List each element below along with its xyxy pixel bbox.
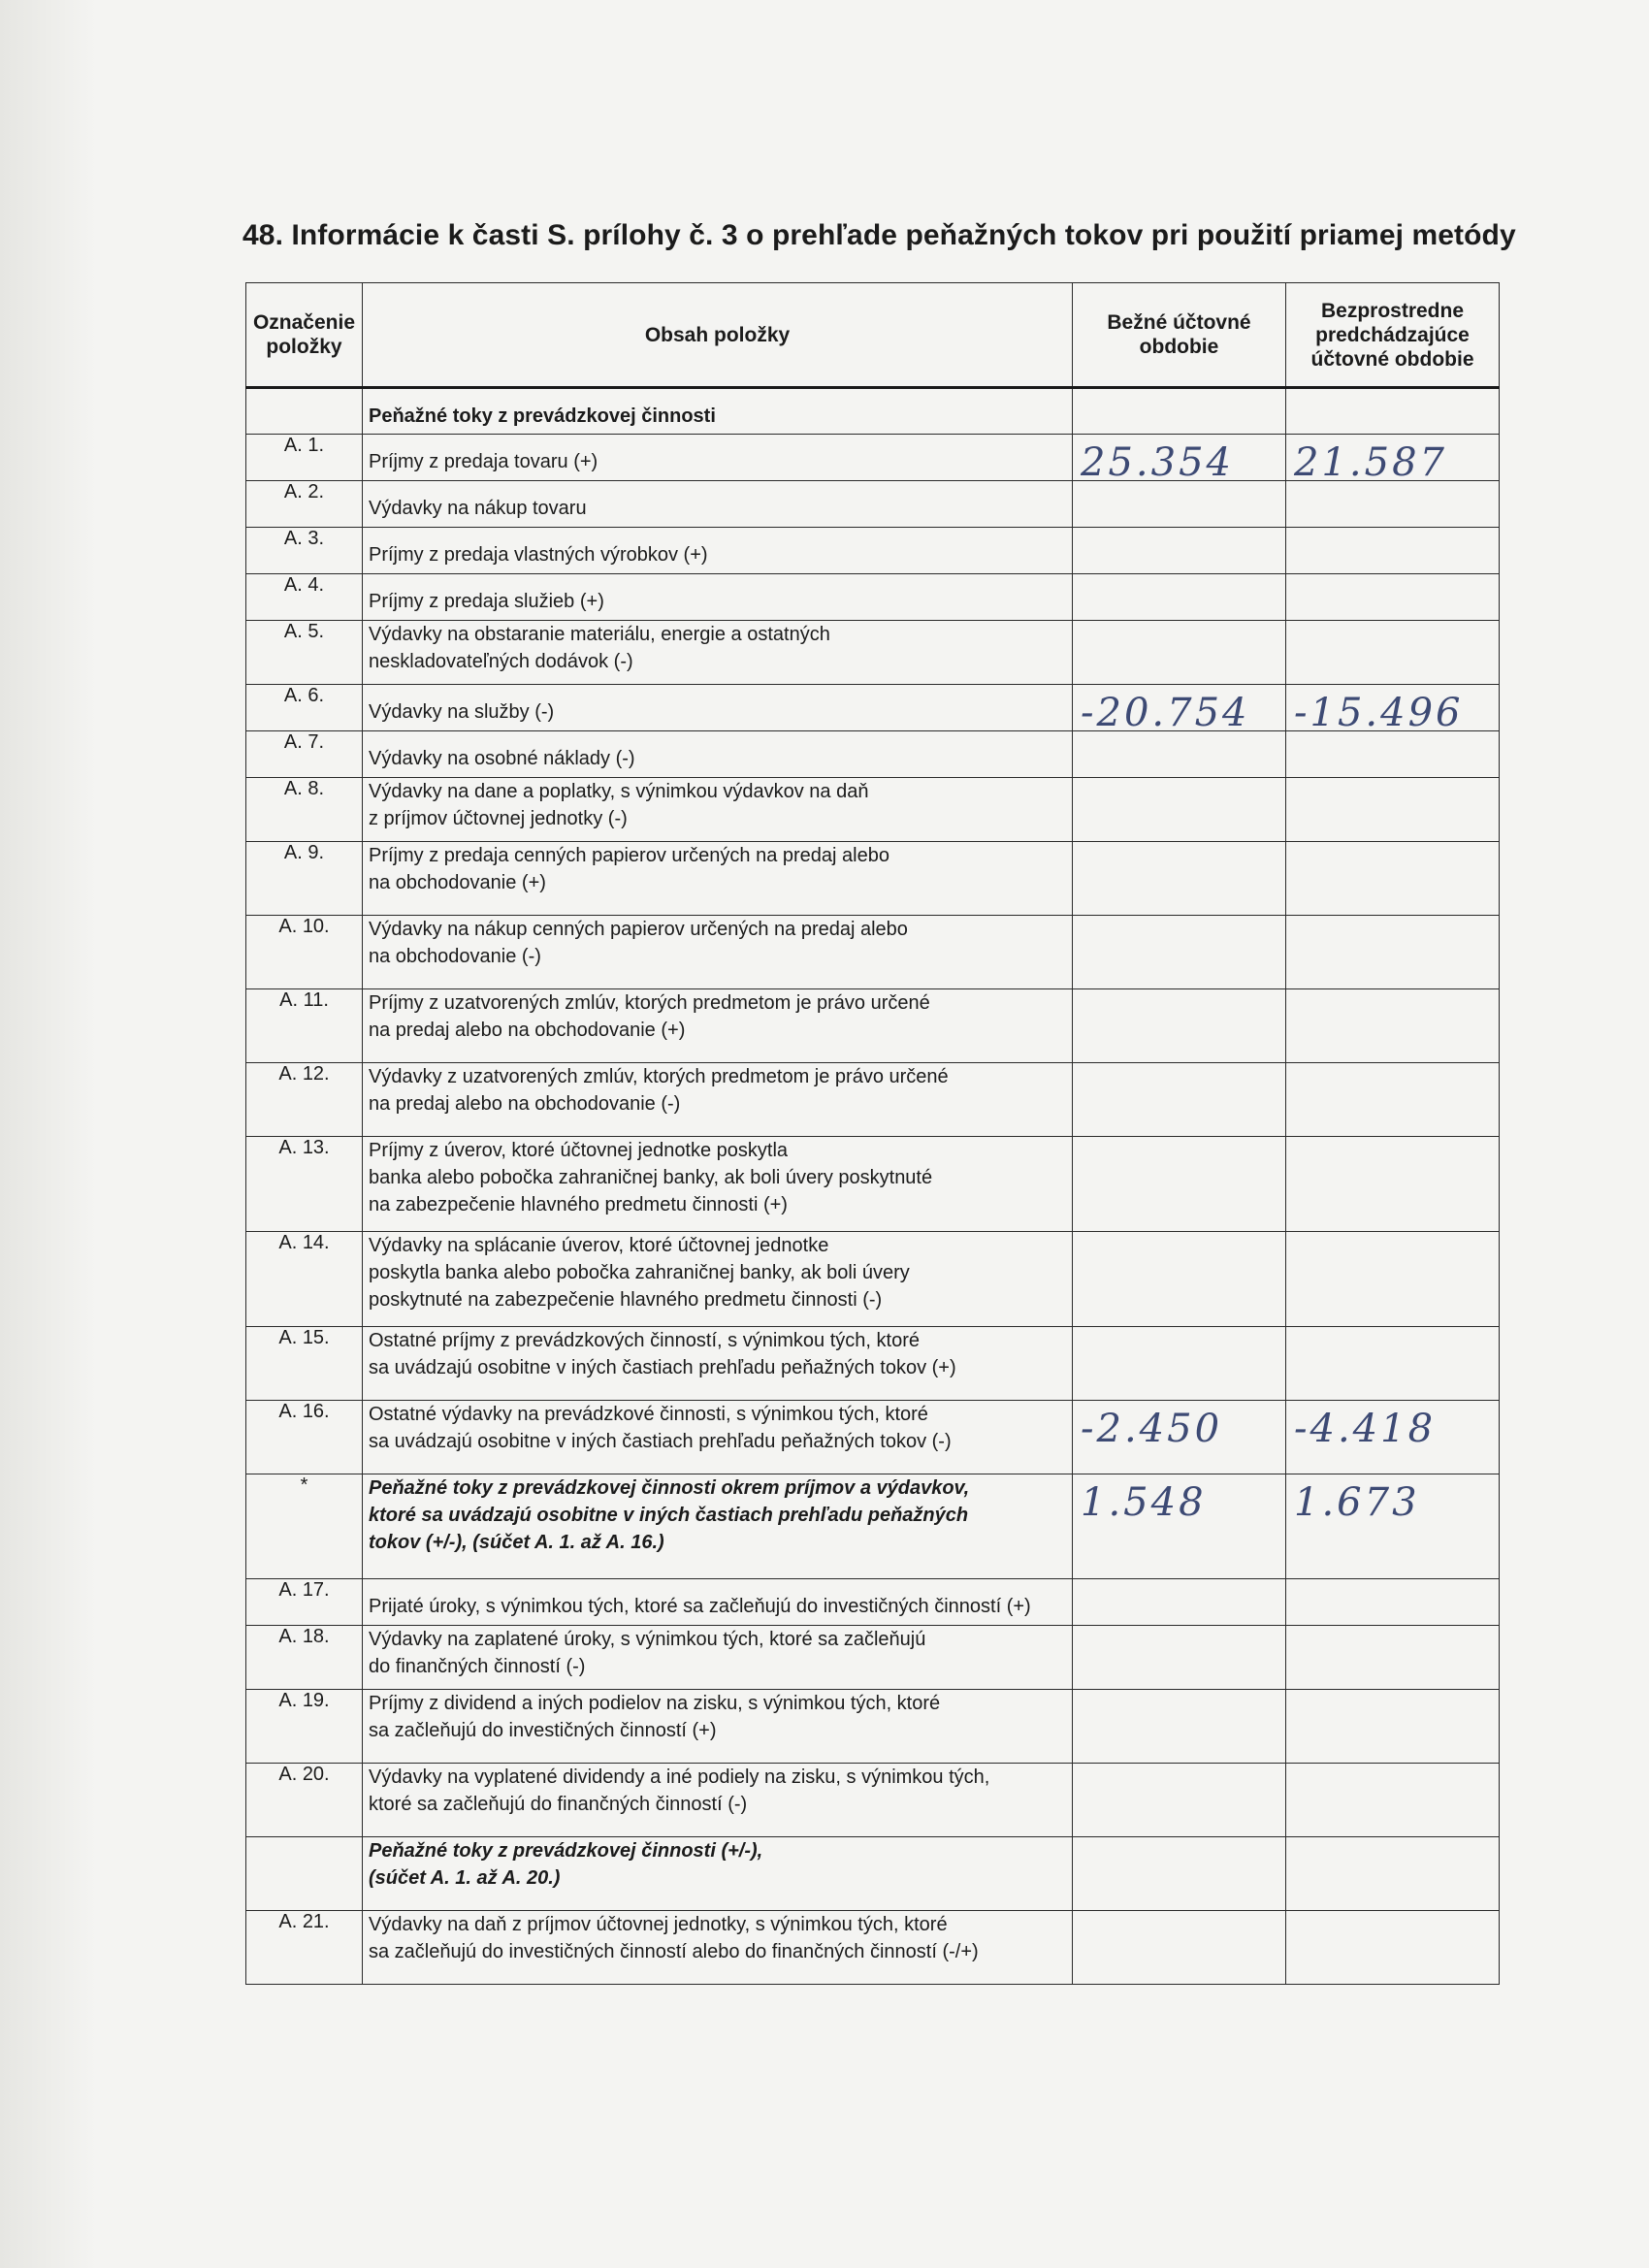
handwritten-previous-value: -4.418 <box>1294 1407 1437 1451</box>
row-code: A. 21. <box>246 1911 363 1985</box>
row-code: A. 9. <box>246 842 363 916</box>
row-description: Výdavky z uzatvorených zmlúv, ktorých predmetom je právo určené na predaj alebo na obchodovanie (-) <box>363 1063 1073 1137</box>
previous-cell <box>1286 621 1500 685</box>
previous-cell <box>1286 842 1500 916</box>
current-cell <box>1073 481 1286 528</box>
previous-cell <box>1286 1626 1500 1690</box>
section-title: Peňažné toky z prevádzkovej činnosti <box>363 388 1073 435</box>
previous-cell <box>1286 481 1500 528</box>
table-row <box>246 778 1500 842</box>
current-cell <box>1073 1063 1286 1137</box>
table-row <box>246 621 1500 685</box>
handwritten-previous-value: 1.673 <box>1294 1480 1420 1525</box>
table-row <box>246 842 1500 916</box>
row-description: Výdavky na dane a poplatky, s výnimkou výdavkov na daň z príjmov účtovnej jednotky (-) <box>363 778 1073 842</box>
handwritten-current-value: -2.450 <box>1081 1407 1223 1451</box>
table-row <box>246 1063 1500 1137</box>
table-row <box>246 731 1500 778</box>
table-row <box>246 528 1500 574</box>
row-description: Príjmy z úverov, ktoré účtovnej jednotke poskytla banka alebo pobočka zahraničnej banky, ak boli úvery poskytnuté na zabezpečenie hlavného predmetu činnosti (+) <box>363 1137 1073 1232</box>
row-description: Výdavky na daň z príjmov účtovnej jednotky, s výnimkou tých, ktoré sa začleňujú do investičných činností alebo do finančných činností (-/+) <box>363 1911 1073 1985</box>
current-cell <box>1073 1232 1286 1327</box>
previous-cell <box>1286 1911 1500 1985</box>
previous-cell <box>1286 685 1500 731</box>
current-cell <box>1073 621 1286 685</box>
previous-cell <box>1286 1764 1500 1837</box>
handwritten-current-value: -20.754 <box>1081 691 1250 731</box>
row-description: Výdavky na vyplatené dividendy a iné podiely na zisku, s výnimkou tých, ktoré sa začleňujú do finančných činností (-) <box>363 1764 1073 1837</box>
section-row <box>246 388 1500 435</box>
current-cell <box>1073 778 1286 842</box>
current-cell <box>1073 1911 1286 1985</box>
table-row <box>246 1690 1500 1764</box>
table-row <box>246 574 1500 621</box>
table-row <box>246 1911 1500 1985</box>
previous-cell <box>1286 1837 1500 1911</box>
previous-cell <box>1286 1063 1500 1137</box>
row-code: A. 3. <box>246 528 363 574</box>
table-row <box>246 1232 1500 1327</box>
row-description: Výdavky na obstaranie materiálu, energie a ostatných neskladovateľných dodávok (-) <box>363 621 1073 685</box>
row-description: Výdavky na splácanie úverov, ktoré účtovnej jednotke poskytla banka alebo pobočka zahraničnej banky, ak boli úvery poskytnuté na zabezpečenie hlavného predmetu činnosti (-) <box>363 1232 1073 1327</box>
row-description: Výdavky na osobné náklady (-) <box>363 731 1073 778</box>
row-description: Výdavky na nákup tovaru <box>363 481 1073 528</box>
current-cell <box>1073 435 1286 481</box>
previous-cell <box>1286 731 1500 778</box>
previous-cell <box>1286 1232 1500 1327</box>
row-code <box>246 1837 363 1911</box>
row-code: A. 10. <box>246 916 363 989</box>
table-row <box>246 1626 1500 1690</box>
table-header-row <box>246 283 1500 388</box>
previous-cell <box>1286 778 1500 842</box>
table-row <box>246 1401 1500 1474</box>
row-code: A. 14. <box>246 1232 363 1327</box>
row-description: Výdavky na zaplatené úroky, s výnimkou tých, ktoré sa začleňujú do finančných činností (-) <box>363 1626 1073 1690</box>
row-description: Prijaté úroky, s výnimkou tých, ktoré sa začleňujú do investičných činností (+) <box>363 1579 1073 1626</box>
previous-cell <box>1286 1327 1500 1401</box>
row-description: Ostatné príjmy z prevádzkových činností, s výnimkou tých, ktoré sa uvádzajú osobitne v iných častiach prehľadu peňažných tokov (+) <box>363 1327 1073 1401</box>
current-cell <box>1073 1837 1286 1911</box>
previous-cell <box>1286 1690 1500 1764</box>
row-code: A. 6. <box>246 685 363 731</box>
handwritten-previous-value: 21.587 <box>1294 440 1447 481</box>
previous-cell <box>1286 435 1500 481</box>
current-cell <box>1073 1626 1286 1690</box>
table-row <box>246 1764 1500 1837</box>
row-description: Peňažné toky z prevádzkovej činnosti (+/-), (súčet A. 1. až A. 20.) <box>363 1837 1073 1911</box>
previous-cell <box>1286 916 1500 989</box>
table-row <box>246 1327 1500 1401</box>
row-description: Príjmy z predaja tovaru (+) <box>363 435 1073 481</box>
previous-cell <box>1286 989 1500 1063</box>
current-cell <box>1073 528 1286 574</box>
row-description: Ostatné výdavky na prevádzkové činnosti, s výnimkou tých, ktoré sa uvádzajú osobitne v iných častiach prehľadu peňažných tokov (-) <box>363 1401 1073 1474</box>
page-title: 48. Informácie k časti S. prílohy č. 3 o prehľade peňažných tokov pri použití priamej metódy <box>242 219 1516 251</box>
table-row <box>246 1474 1500 1579</box>
header-desc: Obsah položky <box>363 283 1073 388</box>
row-code: A. 11. <box>246 989 363 1063</box>
row-code: A. 1. <box>246 435 363 481</box>
row-description: Výdavky na nákup cenných papierov určených na predaj alebo na obchodovanie (-) <box>363 916 1073 989</box>
row-code: A. 8. <box>246 778 363 842</box>
current-cell <box>1073 1579 1286 1626</box>
row-description: Výdavky na služby (-) <box>363 685 1073 731</box>
current-cell <box>1073 574 1286 621</box>
row-description: Príjmy z dividend a iných podielov na zisku, s výnimkou tých, ktoré sa začleňujú do investičných činností (+) <box>363 1690 1073 1764</box>
table-row <box>246 685 1500 731</box>
current-cell <box>1073 1401 1286 1474</box>
previous-cell <box>1286 1401 1500 1474</box>
current-cell <box>1073 1137 1286 1232</box>
row-description: Príjmy z uzatvorených zmlúv, ktorých predmetom je právo určené na predaj alebo na obchodovanie (+) <box>363 989 1073 1063</box>
section-current <box>1073 388 1286 435</box>
current-cell <box>1073 1474 1286 1579</box>
header-current: Bežné účtovné obdobie <box>1073 283 1286 388</box>
row-code: A. 18. <box>246 1626 363 1690</box>
section-code <box>246 388 363 435</box>
row-code: A. 19. <box>246 1690 363 1764</box>
table-row <box>246 1137 1500 1232</box>
row-code: A. 15. <box>246 1327 363 1401</box>
row-code: A. 16. <box>246 1401 363 1474</box>
header-code: Označenie položky <box>246 283 363 388</box>
table-row <box>246 1579 1500 1626</box>
previous-cell <box>1286 1474 1500 1579</box>
handwritten-current-value: 1.548 <box>1081 1480 1207 1525</box>
current-cell <box>1073 731 1286 778</box>
handwritten-previous-value: -15.496 <box>1294 691 1464 731</box>
previous-cell <box>1286 528 1500 574</box>
current-cell <box>1073 916 1286 989</box>
row-code: A. 12. <box>246 1063 363 1137</box>
row-description: Príjmy z predaja cenných papierov určených na predaj alebo na obchodovanie (+) <box>363 842 1073 916</box>
row-code: A. 2. <box>246 481 363 528</box>
table-row <box>246 481 1500 528</box>
header-previous: Bezprostredne predchádzajúce účtovné obdobie <box>1286 283 1500 388</box>
row-description: Príjmy z predaja služieb (+) <box>363 574 1073 621</box>
previous-cell <box>1286 1137 1500 1232</box>
row-description: Príjmy z predaja vlastných výrobkov (+) <box>363 528 1073 574</box>
previous-cell <box>1286 1579 1500 1626</box>
previous-cell <box>1286 574 1500 621</box>
row-code: A. 5. <box>246 621 363 685</box>
current-cell <box>1073 989 1286 1063</box>
section-previous <box>1286 388 1500 435</box>
current-cell <box>1073 1327 1286 1401</box>
row-code: * <box>246 1474 363 1579</box>
row-code: A. 13. <box>246 1137 363 1232</box>
row-code: A. 7. <box>246 731 363 778</box>
row-code: A. 4. <box>246 574 363 621</box>
current-cell <box>1073 842 1286 916</box>
cash-flow-table <box>245 282 1500 1985</box>
table-row <box>246 435 1500 481</box>
row-code: A. 17. <box>246 1579 363 1626</box>
page-edge-shadow <box>0 0 97 2268</box>
table-row <box>246 916 1500 989</box>
table-row <box>246 989 1500 1063</box>
current-cell <box>1073 1764 1286 1837</box>
handwritten-current-value: 25.354 <box>1081 440 1234 481</box>
current-cell <box>1073 685 1286 731</box>
table-row <box>246 1837 1500 1911</box>
current-cell <box>1073 1690 1286 1764</box>
row-code: A. 20. <box>246 1764 363 1837</box>
row-description: Peňažné toky z prevádzkovej činnosti okrem príjmov a výdavkov, ktoré sa uvádzajú osobitne v iných častiach prehľadu peňažných tokov (+/-), (súčet A. 1. až A. 16.) <box>363 1474 1073 1579</box>
